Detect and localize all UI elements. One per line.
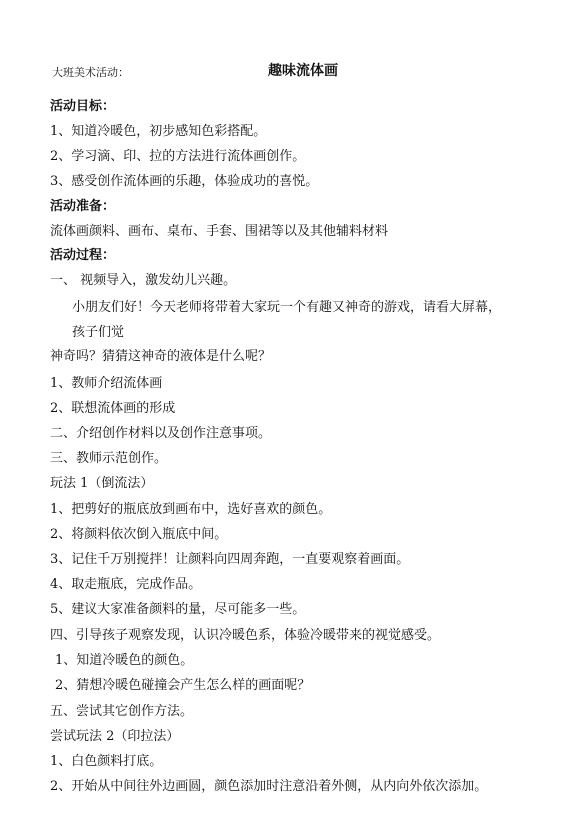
list-item: 5、建议大家准备颜料的量，尽可能多一些。 xyxy=(50,602,306,617)
list-item: 1、知道冷暖色的颜色。 xyxy=(55,653,194,668)
process-step: 五、尝试其它创作方法。 xyxy=(50,704,194,719)
page-title: 趣味流体画 xyxy=(268,63,338,79)
paragraph-text: 神奇吗？猜猜这神奇的液体是什么呢？ xyxy=(50,349,272,364)
list-item: 4、取走瓶底，完成作品。 xyxy=(50,577,202,592)
list-item: 1、把剪好的瓶底放到画布中，选好喜欢的颜色。 xyxy=(50,502,332,517)
course-label: 大班美术活动： xyxy=(52,66,129,79)
section-heading-preparation: 活动准备： xyxy=(50,199,116,214)
list-item: 2、联想流体画的形成 xyxy=(50,401,176,416)
process-step: 四、引导孩子观察发现，认识冷暖色系，体验冷暖带来的视觉感受。 xyxy=(50,628,441,643)
list-item: 3、记住千万别搅拌！让颜料向四周奔跑，一直要观察着画面。 xyxy=(50,552,410,567)
list-item: 1、教师介绍流体画 xyxy=(50,376,163,391)
paragraph-text: 孩子们觉 xyxy=(72,325,125,340)
process-step: 一、 视频导入，激发幼儿兴趣。 xyxy=(50,273,237,288)
method-heading: 玩法 1（倒流法） xyxy=(50,476,154,491)
goal-item: 1、知道冷暖色，初步感知色彩搭配。 xyxy=(50,124,267,139)
list-item: 2、猜想冷暖色碰撞会产生怎么样的画面呢？ xyxy=(55,678,311,693)
section-heading-process: 活动过程： xyxy=(50,248,116,263)
section-heading-goals: 活动目标： xyxy=(50,99,116,114)
paragraph-text: 小朋友们好！今天老师将带着大家玩一个有趣又神奇的游戏，请看大屏幕， xyxy=(72,300,502,315)
list-item: 2、将颜料依次倒入瓶底中间。 xyxy=(50,527,228,542)
preparation-text: 流体画颜料、画布、桌布、手套、围裙等以及其他辅料材料 xyxy=(50,224,389,239)
process-step: 三、教师示范创作。 xyxy=(50,451,168,466)
goal-item: 2、学习滴、印、拉的方法进行流体画创作。 xyxy=(50,149,306,164)
goal-item: 3、感受创作流体画的乐趣，体验成功的喜悦。 xyxy=(50,174,319,189)
list-item: 2、开始从中间往外边画圆，颜色添加时注意沿着外侧，从内向外依次添加。 xyxy=(50,779,488,794)
method-heading: 尝试玩法 2（印拉法） xyxy=(50,729,180,744)
list-item: 1、白色颜料打底。 xyxy=(50,754,163,769)
process-step: 二、介绍创作材料以及创作注意事项。 xyxy=(50,426,272,441)
